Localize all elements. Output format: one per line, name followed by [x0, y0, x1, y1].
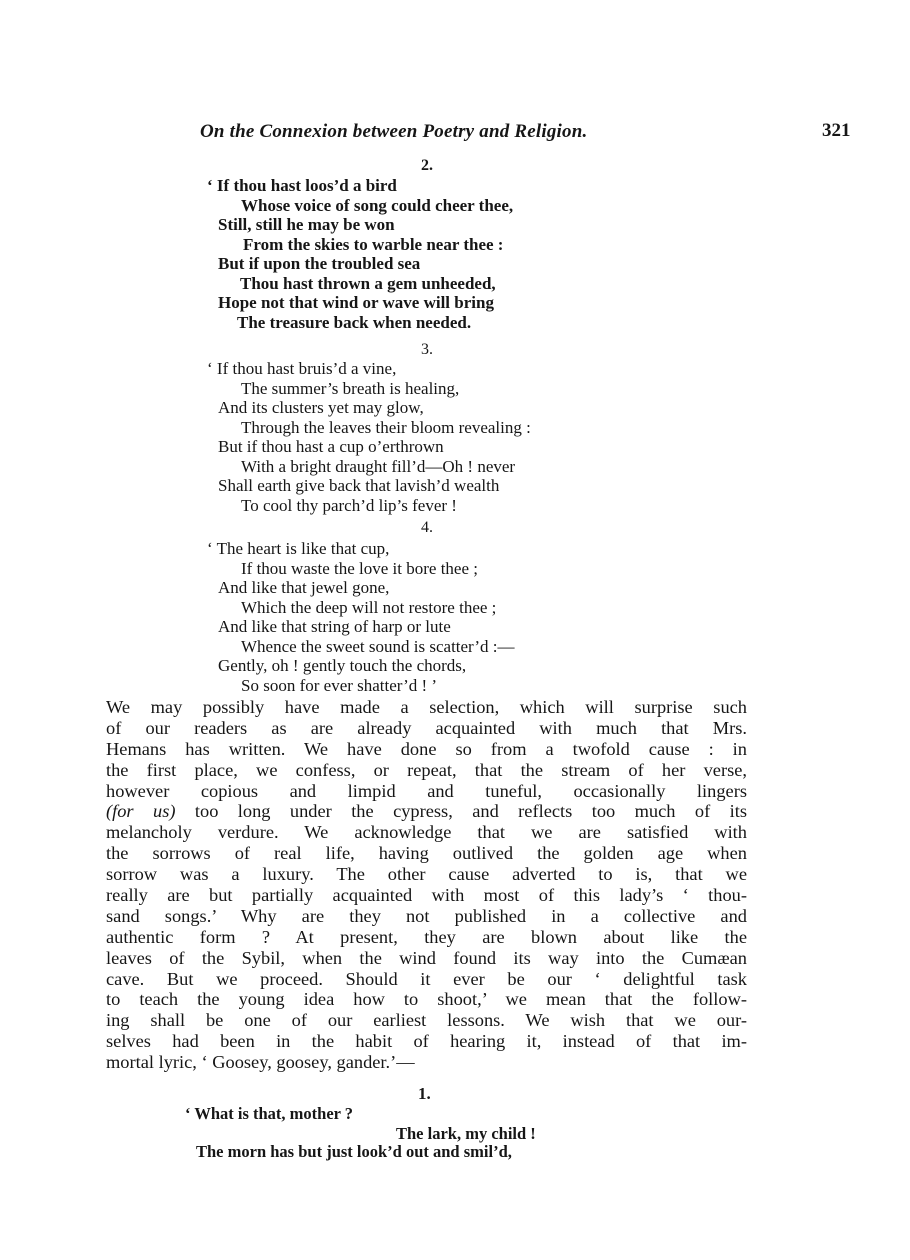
verse-line: Still, still he may be won — [218, 215, 395, 234]
verse-line: Thou hast thrown a gem unheeded, — [240, 273, 496, 293]
verse-line: Whence the sweet sound is scatter’d :— — [241, 636, 515, 656]
verse-line: Gently, oh ! gently touch the chords, — [218, 656, 467, 675]
prose-line: the first place, we confess, or repeat, that the stream of her verse, — [106, 759, 747, 780]
prose-line: to teach the young idea how to shoot,’ we mean that the follow- — [106, 989, 747, 1010]
verse-line: To cool thy parch’d lip’s fever ! — [241, 495, 457, 515]
stanza-number: 2. — [421, 157, 433, 174]
stanza-number: 1. — [418, 1084, 431, 1103]
prose-paragraph — [106, 697, 747, 1073]
verse-line: Hope not that wind or wave will bring — [218, 293, 494, 312]
verse-line: Through the leaves their bloom revealing : — [241, 417, 531, 437]
verse-line: Which the deep will not restore thee ; — [241, 597, 497, 617]
prose-line: (for us) too long under the cypress, and reflects too much of its — [106, 801, 747, 822]
running-header-title: On the Connexion between Poetry and Religion. — [200, 121, 588, 142]
prose-line: mortal lyric, ‘ Goosey, goosey, gander.’— — [106, 1052, 415, 1073]
prose-line: selves had been in the habit of hearing it, instead of that im- — [106, 1031, 747, 1052]
stanza-2 — [207, 176, 513, 332]
prose-line: the sorrows of real life, having outlived the golden age when — [106, 843, 747, 864]
verse-line: From the skies to warble near thee : — [243, 234, 504, 254]
verse-line: ‘ What is that, mother ? — [185, 1104, 354, 1123]
verse-line: The summer’s breath is healing, — [241, 378, 460, 398]
verse-line: ‘ The heart is like that cup, — [207, 539, 390, 558]
page-number: 321 — [822, 120, 851, 141]
verse-line: The treasure back when needed. — [237, 312, 472, 332]
stanza-number: 3. — [421, 341, 433, 358]
prose-line: leaves of the Sybil, when the wind found its way into the Cumæan — [106, 947, 747, 968]
stanza-3 — [207, 359, 531, 515]
verse-line: ‘ If thou hast loos’d a bird — [207, 176, 397, 195]
verse-line: If thou waste the love it bore thee ; — [241, 558, 478, 578]
verse-line: ‘ If thou hast bruis’d a vine, — [207, 359, 397, 378]
prose-line: of our readers as are already acquainted with much that Mrs. — [106, 717, 747, 738]
prose-line: authentic form ? At present, they are blown about like the — [106, 926, 747, 947]
prose-line: sand songs.’ Why are they not published in a collective and — [106, 905, 747, 926]
verse-line: And its clusters yet may glow, — [218, 398, 424, 417]
verse-line: But if upon the troubled sea — [218, 254, 421, 273]
prose-line: We may possibly have made a selection, which will surprise such — [106, 697, 747, 717]
verse-line: But if thou hast a cup o’erthrown — [218, 437, 444, 456]
prose-line: however copious and limpid and tuneful, occasionally lingers — [106, 780, 747, 801]
verse-line: With a bright draught fill’d—Oh ! never — [241, 456, 516, 476]
verse-line: The lark, my child ! — [396, 1124, 536, 1143]
verse-line: Shall earth give back that lavish’d wealth — [218, 476, 500, 495]
prose-line: ing shall be one of our earliest lessons. We wish that we our- — [106, 1010, 747, 1031]
prose-line: cave. But we proceed. Should it ever be our ‘ delightful task — [106, 968, 747, 989]
stanza-number: 4. — [421, 519, 433, 536]
verse-line: And like that jewel gone, — [218, 578, 390, 597]
verse-line: And like that string of harp or lute — [218, 617, 451, 636]
prose-line: melancholy verdure. We acknowledge that we are satisfied with — [106, 822, 747, 843]
prose-line: really are but partially acquainted with most of this lady’s ‘ thou- — [106, 885, 747, 906]
stanza-4 — [207, 539, 515, 695]
prose-line: Hemans has written. We have done so from a twofold cause : in — [106, 738, 747, 759]
verse-line: The morn has but just look’d out and smil’d, — [196, 1142, 512, 1161]
prose-line: sorrow was a luxury. The other cause adverted to is, that we — [106, 864, 747, 885]
verse-line: So soon for ever shatter’d ! ’ — [241, 675, 438, 695]
verse-line: Whose voice of song could cheer thee, — [241, 195, 514, 215]
